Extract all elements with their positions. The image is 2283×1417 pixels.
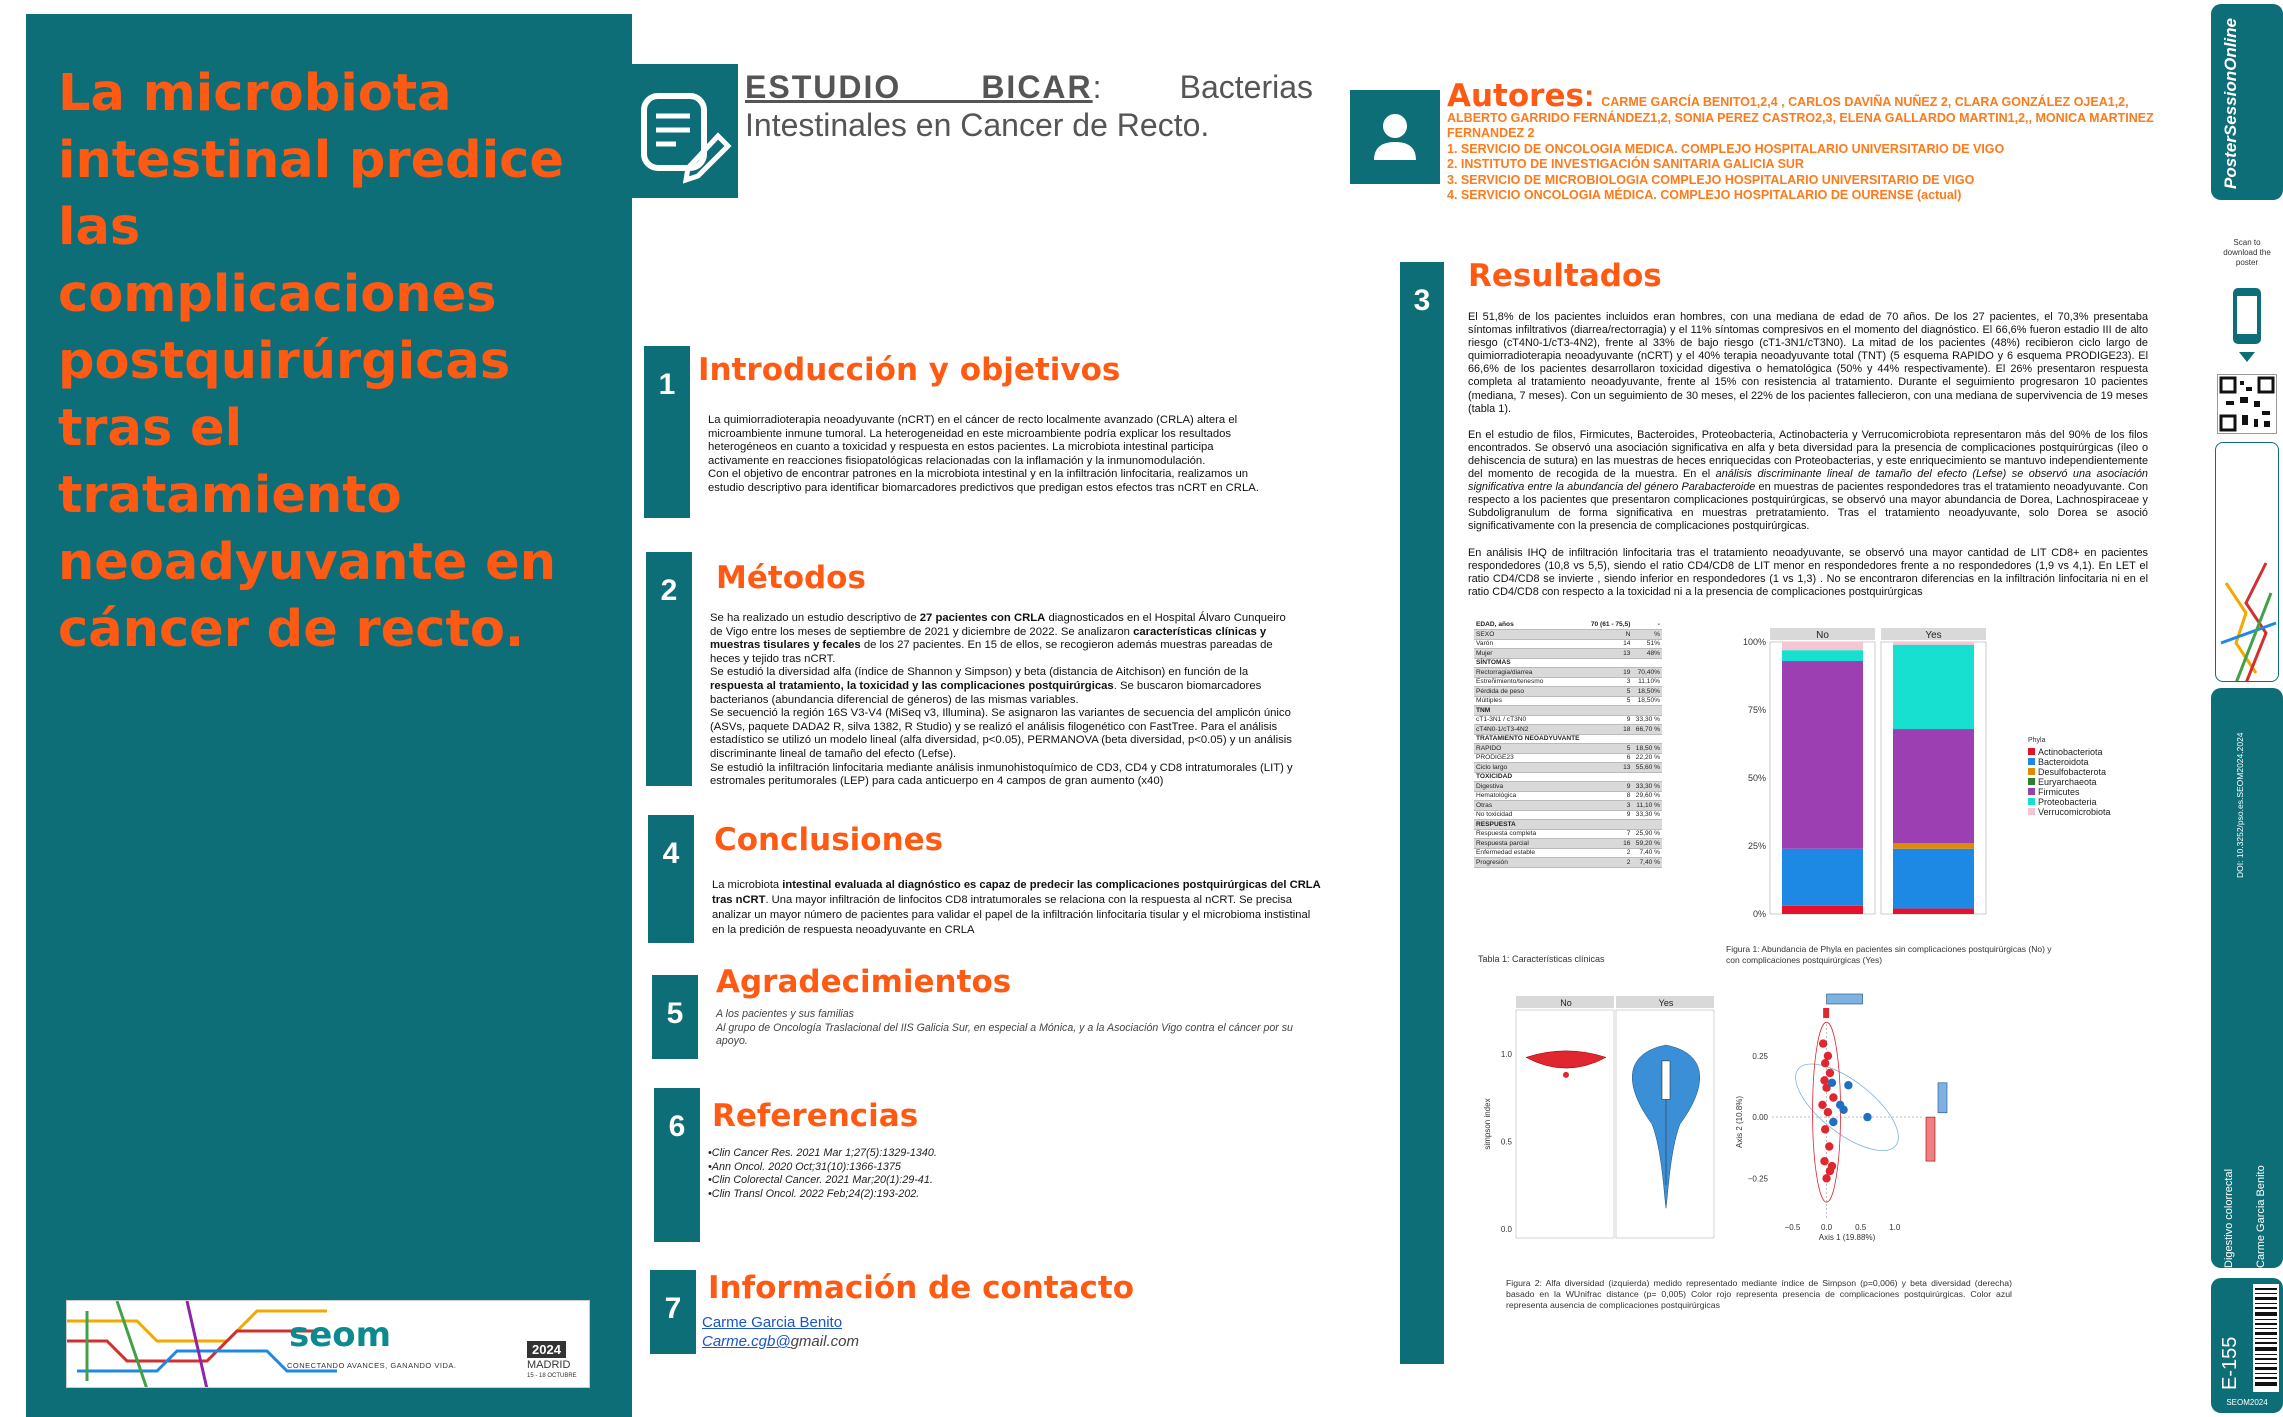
table1-caption: Tabla 1: Características clínicas <box>1478 954 1605 964</box>
table-cell: 5 <box>1587 687 1633 697</box>
table-cell: 7,40 % <box>1632 858 1662 868</box>
table-cell: 19 <box>1587 668 1633 678</box>
table-cell: Ciclo largo <box>1474 763 1587 773</box>
results-paragraph-1: El 51,8% de los pacientes incluidos eran hombres, con una mediana de edad de 70 años. De los 27 pacientes, el 70,3% presentaba síntomas infiltrativos (diarrea/rectorragia) y el 11% síntomas compresivos en el momento del diagnóstico. El 66,6% fueron estadio III de alto riesgo (cT4N0-1/cT3-4N2), frente al 33% de bajo riesgo (cT1-3N1/cT3N0). La mitad de los pacientes (48%) recibieron ciclo largo de quimiorradioterapia neoadyuvante (nCRT) y el 40% terapia neoadyuvante total (TNT) (5 esquema RAPIDO y 6 esquema PRODIGE23). El 66,6% de los pacientes desarrollaron toxicidad digestiva o hematológica (50% y 44% respectivamente). El 26% presentaron respuesta completa al tratamiento neoadyuvante, frente al 15% con resistencia al tratamiento. Durante el seguimiento progresaron 10 pacientes (mediana, 7 meses). Con un seguimiento de 30 meses, el 22% de los pacientes fallecieron, con una mediana de supervivencia de 19 meses (tabla 1). <box>1468 311 2148 415</box>
table-cell: 18,50 % <box>1632 744 1662 754</box>
figure2-caption: Figura 2: Alfa diversidad (izquierda) medido representado mediante índice de Simpson (p=0,006) y beta diversidad (derecha) basado en la WUnifrac distance (p= 0,005) Color rojo representa presencia de complicaciones postquirúrgicas. Color azul representa ausencia de complicaciones postquirúrgicas <box>1506 1278 2012 1310</box>
marginal-box-top-blue <box>1827 994 1863 1004</box>
y-tick-label: −0.25 <box>1747 1174 1768 1184</box>
table-cell <box>1632 706 1662 716</box>
poster-sidebar <box>2211 0 2283 1417</box>
table-cell: 51% <box>1632 639 1662 649</box>
section-number-1: 1 <box>644 346 690 518</box>
table-row <box>1474 687 1662 697</box>
brand-logo: PosterSessionOnline <box>2221 18 2240 189</box>
scatter-point <box>1826 1069 1834 1077</box>
table-cell: 18,50% <box>1632 696 1662 706</box>
table-row <box>1474 839 1662 849</box>
bar-segment <box>1893 909 1974 914</box>
table-row <box>1474 630 1662 640</box>
scatter-point <box>1821 1125 1829 1133</box>
legend-swatch <box>2028 768 2035 775</box>
table-cell: 8 <box>1587 791 1633 801</box>
table-cell: Digestiva <box>1474 782 1587 792</box>
table-cell: Pérdida de peso <box>1474 687 1587 697</box>
bar-segment <box>1893 645 1974 729</box>
legend-swatch <box>2028 808 2035 815</box>
seom-logo: seom <box>289 1315 392 1355</box>
x-tick-label: 0.5 <box>1855 1223 1867 1232</box>
section-title-references: Referencias <box>712 1098 919 1134</box>
marginal-box-top-red <box>1823 1008 1829 1018</box>
facet-label: No <box>1816 630 1829 641</box>
scatter-point <box>1836 1101 1844 1109</box>
intro-paragraph-2: Con el objetivo de encontrar patrones en la microbiota intestinal y en la infiltración linfocitaria, realizamos un estudio descriptivo para identificar biomarcadores predictivos que predigan estos efectos tras nCRT en CRLA. <box>708 468 1259 494</box>
figure1-phyla-chart <box>1720 628 2130 939</box>
methods-paragraph-4: Se estudió la infiltración linfocitaria mediante análisis inmunohistoquímico de CD3, CD4 y CD8 intratumorales (LIT) y estromales peritumorales (LEP) para cada anticuerpo en 4 campos de gran aumento (x40) <box>710 761 1293 788</box>
table-row <box>1474 772 1662 782</box>
banner-year: 2024 <box>527 1341 566 1358</box>
facet-label: Yes <box>1925 630 1942 641</box>
scatter-point <box>1825 1142 1833 1150</box>
table-cell: 9 <box>1587 782 1633 792</box>
table-cell: 7,40 % <box>1632 848 1662 858</box>
category-label: Digestivo colorrectal <box>2223 1168 2235 1268</box>
table-cell: 14 <box>1587 639 1633 649</box>
table-cell: Mujer <box>1474 649 1587 659</box>
legend-swatch <box>2028 748 2035 755</box>
table-cell <box>1587 706 1633 716</box>
references-list <box>708 1147 1128 1201</box>
table-cell: 16 <box>1587 839 1633 849</box>
table-row <box>1474 715 1662 725</box>
table-row <box>1474 820 1662 830</box>
authors-label: Autores <box>1447 78 1584 114</box>
table-cell: 9 <box>1587 715 1633 725</box>
section-title-methods: Métodos <box>716 560 866 596</box>
affiliation-3: 3. SERVICIO DE MICROBIOLOGIA COMPLEJO HOSPITALARIO UNIVERSITARIO DE VIGO <box>1447 172 1975 187</box>
y-tick-label: 25% <box>1747 841 1766 851</box>
table-cell: SEXO <box>1474 630 1587 640</box>
bar-segment <box>1782 642 1863 650</box>
marginal-box-right-blue <box>1938 1083 1947 1113</box>
table-cell: RAPIDO <box>1474 744 1587 754</box>
facet-label: Yes <box>1658 998 1674 1008</box>
table-cell: Varón <box>1474 639 1587 649</box>
table-row <box>1474 725 1662 735</box>
beta-diversity-scatter-plot <box>1728 990 1964 1246</box>
scatter-point <box>1824 1108 1832 1116</box>
table-row <box>1474 658 1662 668</box>
table-row <box>1474 744 1662 754</box>
table-cell: 48% <box>1632 649 1662 659</box>
legend-label: Actinobacteriota <box>2038 747 2103 757</box>
table-cell: 18 <box>1587 725 1633 735</box>
scatter-point <box>1818 1101 1826 1109</box>
table-row <box>1474 677 1662 687</box>
study-name: ESTUDIO BICAR <box>745 69 1093 105</box>
legend-swatch <box>2028 758 2035 765</box>
legend-swatch <box>2028 798 2035 805</box>
table-cell: 33,30 % <box>1632 810 1662 820</box>
figure2-diversity <box>1480 996 1726 1251</box>
bar-segment <box>1782 849 1863 906</box>
y-tick-label: 100% <box>1742 637 1766 647</box>
x-tick-label: 1.0 <box>1889 1223 1901 1232</box>
table-cell: 3 <box>1587 677 1633 687</box>
table-cell: 33,30 % <box>1632 715 1662 725</box>
scatter-point <box>1821 1059 1829 1067</box>
table-row <box>1474 791 1662 801</box>
results-text <box>1468 311 2148 599</box>
table-cell: cT4N0-1/cT3-4N2 <box>1474 725 1587 735</box>
table-cell: Otras <box>1474 801 1587 811</box>
y-tick-label: 0.00 <box>1752 1113 1768 1123</box>
table-row <box>1474 763 1662 773</box>
clinical-characteristics-table <box>1474 620 1662 868</box>
bar-segment <box>1782 661 1863 849</box>
table-cell: 13 <box>1587 763 1633 773</box>
brand-box <box>2211 4 2283 200</box>
table-cell: No toxicidad <box>1474 810 1587 820</box>
table-cell <box>1587 658 1633 668</box>
legend-swatch <box>2028 788 2035 795</box>
section-title-conclusions: Conclusiones <box>714 822 944 858</box>
bar-segment <box>1782 650 1863 661</box>
section-title-results: Resultados <box>1468 258 1662 294</box>
table-cell <box>1587 820 1633 830</box>
facet-label: No <box>1560 998 1572 1008</box>
table-cell: 11,10 % <box>1632 801 1662 811</box>
scatter-point <box>1844 1081 1852 1089</box>
table-cell: 59,20 % <box>1632 839 1662 849</box>
authors-block: Autores: CARME GARCÍA BENITO1,2,4 , CARLOS DAVIÑA NUÑEZ 2, CLARA GONZÁLEZ OJEA1,2, ALBERTO GARRIDO FERNÁNDEZ1,2, SONIA PEREZ CASTRO2,3, ELENA GALLARDO MARTIN1,2,, MONICA MARTINEZ FERNANDEZ 2 1. SERVICIO DE ONCOLOGIA MEDICA. COMPLEJO HOSPITALARIO UNIVERSITARIO DE VIGO 2. INSTITUTO DE INVESTIGACIÓN SANITARIA GALICIA SUR 3. SERVICIO DE MICROBIOLOGIA COMPLEJO HOSPITALARIO UNIVERSITARIO DE VIGO 4. SERVICIO ONCOLOGIA MÉDICA. COMPLEJO HOSPITALARIO DE OURENSE (actual) <box>1447 88 2177 204</box>
table-cell: SÍNTOMAS <box>1474 658 1587 668</box>
legend-label: Verrucomicrobiota <box>2038 807 2111 817</box>
table-cell: 9 <box>1587 810 1633 820</box>
section-number-4: 4 <box>648 815 694 943</box>
methods-paragraph-1: Se ha realizado un estudio descriptivo de 27 pacientes con CRLA diagnosticados en el Hospital Álvaro Cunqueiro de Vigo entre los meses de septiembre de 2021 y diciembre de 2022. Se analizaron características clínicas y muestras tisulares y fecales de los 27 pacientes. En 15 de ellos, se recogieron además muestras pareadas de heces y tejido tras nCRT. <box>710 612 1286 665</box>
y-tick-label: 75% <box>1747 705 1766 715</box>
scatter-point <box>1819 1039 1827 1047</box>
affiliation-1: 1. SERVICIO DE ONCOLOGIA MEDICA. COMPLEJO HOSPITALARIO UNIVERSITARIO DE VIGO <box>1447 141 2005 156</box>
methods-paragraph-3: Se secuenció la región 16S V3-V4 (MiSeq v3, Illumina). Se asignaron las variantes de secuencia del amplicón único (ASVs, paquete DADA2 R, silva 1382, R Studio) y se realizó el análisis filogenético con FastTree. Para el análisis estadístico se utilizó un modelo lineal (alfa diversidad, p<0.05), PERMANOVA (beta diversidad, p<0.05) y un análisis discriminante lineal de tamaño del efecto (Lefse). <box>710 707 1292 760</box>
table-cell: 70 (61 - 75,5) <box>1587 620 1633 630</box>
study-icon-box <box>632 64 738 198</box>
table-cell <box>1632 658 1662 668</box>
x-axis-label: Axis 1 (19.88%) <box>1818 1233 1876 1242</box>
table-cell <box>1632 772 1662 782</box>
bar-segment <box>1893 729 1974 843</box>
table-cell: Rectorragia/diarrea <box>1474 668 1587 678</box>
section-number-2: 2 <box>646 552 692 786</box>
table-cell: 2 <box>1587 858 1633 868</box>
box-yes <box>1662 1061 1670 1100</box>
table-cell: Múltiples <box>1474 696 1587 706</box>
legend-label: Firmicutes <box>2038 787 2080 797</box>
table-row <box>1474 782 1662 792</box>
table-cell: PRODIGE23 <box>1474 753 1587 763</box>
info-box <box>2211 688 2283 1268</box>
table-row <box>1474 649 1662 659</box>
scan-label: Scan to download the poster <box>2223 238 2271 267</box>
affiliation-4: 4. SERVICIO ONCOLOGIA MÉDICA. COMPLEJO HOSPITALARIO DE OURENSE (actual) <box>1447 188 1962 202</box>
bar-segment <box>1782 906 1863 914</box>
scatter-point <box>1828 1079 1836 1087</box>
contact-email-link[interactable]: Carme.cgb@ <box>702 1333 791 1350</box>
outlier-point <box>1563 1072 1569 1078</box>
reference-item: •Clin Colorectal Cancer. 2021 Mar;20(1):29-41. <box>708 1174 933 1187</box>
author-label: Carme Garcia Benito <box>2255 1165 2267 1268</box>
table-cell <box>1632 734 1662 744</box>
table-row <box>1474 810 1662 820</box>
figure1-caption: Figura 1: Abundancia de Phyla en pacientes sin complicaciones postquirúrgicas (No) y con complicaciones postquirúrgicas (Yes) <box>1726 944 2052 965</box>
table-row <box>1474 734 1662 744</box>
table-cell: 18,50% <box>1632 687 1662 697</box>
table-cell: cT1-3N1 / cT3N0 <box>1474 715 1587 725</box>
reference-item: •Ann Oncol. 2020 Oct;31(10):1366-1375 <box>708 1160 901 1173</box>
table-cell: 33,30 % <box>1632 782 1662 792</box>
table-cell: Enfermedad estable <box>1474 848 1587 858</box>
y-tick-label: 0% <box>1752 909 1766 919</box>
table-cell <box>1632 820 1662 830</box>
section-number-6: 6 <box>654 1088 700 1242</box>
section-number-5: 5 <box>652 975 698 1059</box>
table-cell: 70,40% <box>1632 668 1662 678</box>
table-cell: 66,70 % <box>1632 725 1662 735</box>
scatter-point <box>1863 1113 1871 1121</box>
poster-code: E-155 <box>2219 1336 2241 1390</box>
table-row <box>1474 620 1662 630</box>
methods-paragraph-2: Se estudió la diversidad alfa (índice de Shannon y Simpson) y beta (distancia de Aitchison) en función de la respuesta al tratamiento, la toxicidad y las complicaciones postquirúrgicas. Se buscaron biomarcadores bacterianos (abundancia diferencial de géneros) de las mismas variables. <box>710 666 1262 706</box>
scatter-point <box>1829 1118 1837 1126</box>
legend-title: Phyla <box>2028 737 2046 744</box>
table-cell: % <box>1632 630 1662 640</box>
table-cell: RESPUESTA <box>1474 820 1587 830</box>
table-cell: EDAD, años <box>1474 620 1587 630</box>
x-tick-label: −0.5 <box>1784 1223 1801 1232</box>
table-row <box>1474 848 1662 858</box>
intro-paragraph-1: La quimiorradioterapia neoadyuvante (nCRT) en el cáncer de recto localmente avanzado (CRLA) altera el microambiente inmune tumoral. La heterogeneidad en este microambiente podría explicar los resultados heterogéneos en cuanto a toxicidad y respuesta en estos pacientes. La microbiota intestinal participa activamente en reacciones fisiopatológicas relacionadas con la inflamación y la inmunomodulación. <box>708 414 1238 467</box>
legend-label: Bacteroidota <box>2038 757 2089 767</box>
table-cell: Progresión <box>1474 858 1587 868</box>
authors-names: CARME GARCÍA BENITO1,2,4 , CARLOS DAVIÑA NUÑEZ 2, CLARA GONZÁLEZ OJEA1,2, ALBERTO GARRIDO FERNÁNDEZ1,2, SONIA PEREZ CASTRO2,3, ELENA GALLARDO MARTIN1,2,, MONICA MARTINEZ FERNANDEZ 2 <box>1447 95 2154 140</box>
x-tick-label: 0.0 <box>1820 1223 1833 1232</box>
table-cell: 2 <box>1587 848 1633 858</box>
table-row <box>1474 668 1662 678</box>
legend-label: Proteobacteria <box>2038 797 2097 807</box>
marginal-box-right-red <box>1926 1117 1935 1161</box>
scatter-point <box>1824 1052 1832 1060</box>
table-cell <box>1587 772 1633 782</box>
methods-text <box>710 612 1300 789</box>
user-icon <box>1350 90 1440 184</box>
legend-label: Euryarchaeota <box>2038 777 2097 787</box>
table-cell <box>1587 734 1633 744</box>
results-paragraph-3: En análisis IHQ de infiltración linfocitaria tras el tratamiento neoadyuvante, se observó una mayor cantidad de LIT CD8+ en pacientes respondedores (10,8 vs 5,5), siendo el ratio CD4/CD8 de LIT menor en respondedores frente a no respondedores (1,9 vs 4,1). En LET el ratio CD4/CD8 se invierte , siendo inferior en respondedores (1 vs 1,3) . No se encontraron diferencias en la infiltración linfocitaria ni en el ratio CD4/CD8 con respecto a la toxicidad ni a la presencia de complicaciones postquirúrgicas <box>1468 546 2148 598</box>
banner-slogan: CONECTANDO AVANCES, GANANDO VIDA. <box>287 1361 457 1370</box>
legend-swatch <box>2028 778 2035 785</box>
table-cell: - <box>1632 620 1662 630</box>
table-row <box>1474 829 1662 839</box>
reference-item: •Clin Cancer Res. 2021 Mar 1;27(5):1329-1340. <box>708 1147 937 1159</box>
table-cell: Respuesta completa <box>1474 829 1587 839</box>
table-cell: 13 <box>1587 649 1633 659</box>
qr-code[interactable] <box>2217 374 2277 434</box>
bar-segment <box>1893 843 1974 848</box>
reference-item: •Clin Transl Oncol. 2022 Feb;24(2):193-202. <box>708 1187 920 1200</box>
banner-dates: 15 - 18 OCTUBRE <box>527 1373 577 1379</box>
table-cell: TRATAMIENTO NEOADYUVANTE <box>1474 734 1587 744</box>
study-subtitle: : Bacterias Intestinales en Cancer de Recto. <box>745 69 1313 143</box>
figure2-beta-diversity <box>1728 990 1964 1251</box>
bar-segment <box>1893 642 1974 645</box>
table-cell: TNM <box>1474 706 1587 716</box>
bar-segment <box>1893 849 1974 909</box>
congress-mini-banner <box>2215 442 2279 682</box>
y-tick-label: 50% <box>1747 773 1766 783</box>
doi-label: DOI: 10.3252/pso.es.SEOM2024.2024 <box>2235 732 2245 878</box>
section-title-acknowledgements: Agradecimientos <box>716 964 1012 1000</box>
table-cell: 5 <box>1587 696 1633 706</box>
table-row <box>1474 753 1662 763</box>
results-paragraph-2: En el estudio de filos, Firmicutes, Bacteroides, Proteobacteria, Actinobacteria y Verrucomicrobiota representaron más del 90% de los filos encontrados. Se observó una asociación significativa en alfa y beta diversidad para la presencia de complicaciones postquirúrgicas (íleo o dehiscencia de sutura) en las muestras de heces enriquecidas con Proteobacterias, y este enriquecimiento se mantuvo independientemente del momento de recogida de la muestra. En el análisis discriminante lineal de tamaño del efecto (Lefse) se observó una asociación significativa entre la abundancia del género Parabacteroide en muestras de pacientes respondedores tras el tratamiento neoadyuvante. Con respecto a los pacientes que presentaron complicaciones postquirúrgicas, se observó una mayor abundancia de Dorea, Lachnospiraceae y Subdoligranulum de forma significativa en muestras pretratamiento. Tras el tratamiento neoadyuvante, solo Dorea se asoció significativamente con la presencia de complicaciones postquirúrgicas. <box>1468 428 2148 533</box>
y-axis-label: Axis 2 (10.8%) <box>1735 1095 1744 1149</box>
intro-text <box>708 414 1268 496</box>
phyla-stacked-bar-chart <box>1720 628 2130 934</box>
table-cell: Estreñimiento/tenesmo <box>1474 677 1587 687</box>
congress-banner <box>66 1300 590 1388</box>
table-cell: 22,20 % <box>1632 753 1662 763</box>
table-cell: 55,60 % <box>1632 763 1662 773</box>
code-box <box>2211 1278 2283 1413</box>
section-number-3: 3 <box>1400 262 1444 1364</box>
y-axis-label: simpson index <box>1483 1098 1492 1150</box>
table-row <box>1474 696 1662 706</box>
clinical-table <box>1474 620 1662 868</box>
section-number-7: 7 <box>650 1270 696 1354</box>
mobile-phone-icon <box>2229 286 2265 368</box>
conclusions-text: La microbiota intestinal evaluada al diagnóstico es capaz de predecir las complicaciones postquirúrgicas del CRLA tras nCRT. Una mayor infiltración de linfocitos CD8 intratumorales se relaciona con la respuesta al nCRT. Se precisa analizar un mayor número de pacientes para validar el papel de la infiltración linfocitaria tisular y el microbioma instistinal en la predición de respuesta neoadyuvante en CRLA <box>712 879 1321 936</box>
scatter-point <box>1822 1174 1830 1182</box>
acknowledgements-text: A los pacientes y sus familias Al grupo de Oncología Traslacional del IIS Galicia Sur, en especial a Mónica, y a la Asociación Vigo contra el cáncer por su apoyo. <box>716 1008 1293 1048</box>
poster-title: La microbiota intestinal predice las complicaciones postquirúrgicas tras el tratamiento neoadyuvante en cáncer de recto. <box>58 64 564 659</box>
contact-block: Carme Garcia Benito Carme.cgb@gmail.com <box>702 1314 859 1350</box>
table-row <box>1474 801 1662 811</box>
scatter-point <box>1820 1076 1828 1084</box>
table-cell: TOXICIDAD <box>1474 772 1587 782</box>
table-cell: 6 <box>1587 753 1633 763</box>
facet-panel <box>1516 1010 1614 1238</box>
document-edit-icon <box>632 64 738 198</box>
y-tick-label: 0.25 <box>1752 1051 1768 1061</box>
table-row <box>1474 858 1662 868</box>
scatter-point <box>1829 1093 1837 1101</box>
table-cell: 11,10% <box>1632 677 1662 687</box>
table-cell: Respuesta parcial <box>1474 839 1587 849</box>
table-cell: 3 <box>1587 801 1633 811</box>
scatter-point <box>1828 1162 1836 1170</box>
table-cell: 7 <box>1587 829 1633 839</box>
authors-icon-box <box>1350 90 1440 184</box>
y-tick-label: 0.0 <box>1500 1225 1512 1235</box>
scatter-point <box>1820 1157 1828 1165</box>
table-cell: 5 <box>1587 744 1633 754</box>
alpha-diversity-violin-plot <box>1480 996 1726 1246</box>
event-label: SEOM2024 <box>2226 1398 2268 1407</box>
section-title-intro: Introducción y objetivos <box>698 352 1121 388</box>
legend-label: Desulfobacterota <box>2038 767 2107 777</box>
section-title-contact: Información de contacto <box>708 1270 1135 1306</box>
banner-city: MADRID <box>527 1359 571 1371</box>
y-tick-label: 1.0 <box>1500 1049 1512 1059</box>
table-cell: 25,90 % <box>1632 829 1662 839</box>
y-tick-label: 0.5 <box>1500 1137 1512 1147</box>
table-row <box>1474 639 1662 649</box>
table-cell: Hematológica <box>1474 791 1587 801</box>
contact-name-link[interactable]: Carme Garcia Benito <box>702 1314 843 1331</box>
table-cell: 29,60 % <box>1632 791 1662 801</box>
barcode-icon <box>2253 1284 2279 1392</box>
table-cell: N <box>1587 630 1633 640</box>
affiliation-2: 2. INSTITUTO DE INVESTIGACIÓN SANITARIA GALICIA SUR <box>1447 157 1804 171</box>
table-row <box>1474 706 1662 716</box>
study-title <box>745 68 1313 144</box>
